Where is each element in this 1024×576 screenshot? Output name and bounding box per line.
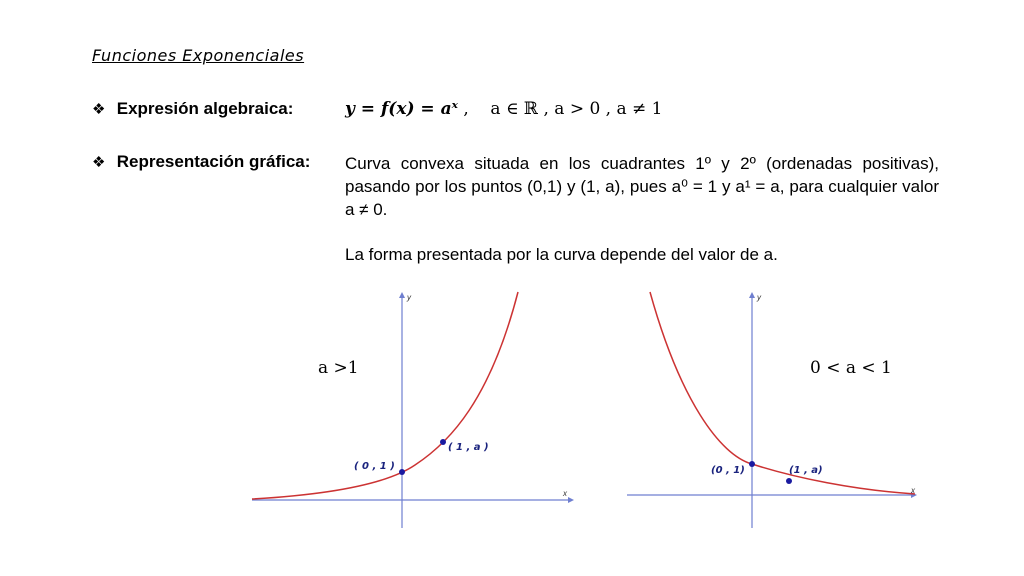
point-1-a-label: ( 1 , a ): [448, 442, 489, 453]
page-title: Funciones Exponenciales: [92, 46, 305, 65]
graphical-representation-label: Representación gráfica:: [116, 152, 311, 171]
point-0-1: [749, 461, 755, 467]
graphical-representation-row: [92, 152, 310, 172]
y-axis-label: y: [407, 293, 411, 302]
graph-description: Curva convexa situada en los cuadrantes 1º y 2º (ordenadas positivas), pasando por los puntos (0,1) y (1, a), pues a⁰ = 1 y a¹ = a, para cualquier valor a ≠ 0.: [345, 154, 939, 219]
point-1-a-label: (1 , a): [789, 465, 823, 476]
y-axis-arrow-icon: [399, 292, 405, 298]
shape-note: La forma presentada por la curva depende del valor de a.: [345, 245, 778, 264]
diamond-bullet-icon: ❖: [92, 101, 106, 118]
exponential-decay-curve: [650, 292, 915, 494]
point-0-1-label: (0 , 1): [711, 465, 745, 476]
point-1-a: [786, 478, 792, 484]
formula-conditions: , a ∈ ℝ , a > 0 , a ≠ 1: [463, 99, 663, 119]
condition-a-between-zero-and-one: 0 < a < 1: [810, 358, 892, 378]
x-axis-label: x: [911, 486, 915, 495]
point-0-1-label: ( 0 , 1 ): [354, 461, 395, 472]
diamond-bullet-icon: ❖: [92, 154, 106, 171]
graph-a-between-zero-and-one: [625, 290, 925, 530]
x-axis-arrow-icon: [568, 497, 574, 503]
formula-main: y = f(x) = aˣ: [345, 99, 458, 119]
point-0-1: [399, 469, 405, 475]
graph-a-greater-than-one: [250, 290, 580, 530]
algebraic-expression-row: [92, 99, 293, 119]
condition-a-greater-than-one: a >1: [318, 358, 359, 378]
algebraic-expression-label: Expresión algebraica:: [116, 99, 294, 118]
y-axis-arrow-icon: [749, 292, 755, 298]
y-axis-label: y: [757, 293, 761, 302]
x-axis-label: x: [563, 489, 567, 498]
algebraic-formula: [345, 99, 663, 119]
point-1-a: [440, 439, 446, 445]
